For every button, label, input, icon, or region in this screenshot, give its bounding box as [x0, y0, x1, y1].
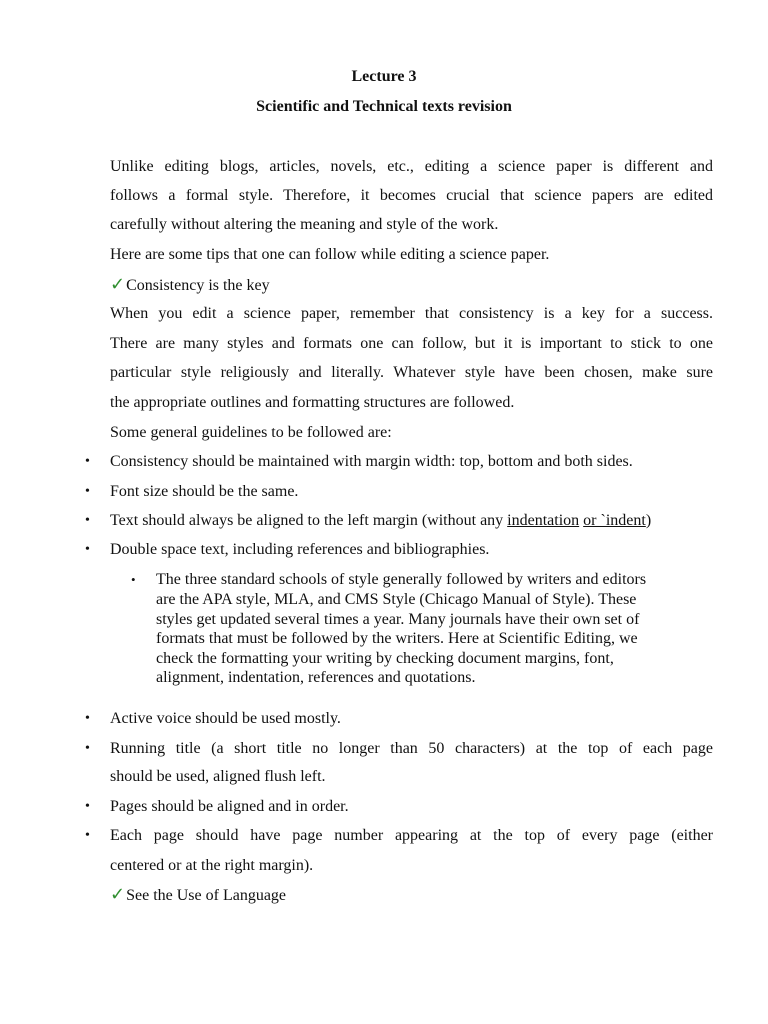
- bullet-item: Font size should be the same.: [110, 483, 299, 500]
- section1-line: There are many styles and formats one can follow, but it is important to stick to one: [110, 335, 713, 352]
- bullet-icon: •: [85, 711, 90, 726]
- bullet-item: Pages should be aligned and in order.: [110, 798, 349, 815]
- bullet-item: Double space text, including references and bibliographies.: [110, 541, 490, 558]
- intro-line: carefully without altering the meaning and style of the work.: [110, 216, 499, 233]
- bullet-item: Active voice should be used mostly.: [110, 710, 341, 727]
- sub-bullet-line: formats that must be followed by the writers. Here at Scientific Editing, we: [156, 630, 638, 647]
- indent-link[interactable]: or `indent: [583, 512, 646, 529]
- bullet-icon: •: [85, 542, 90, 557]
- sub-bullet-icon: •: [131, 572, 136, 587]
- sub-bullet-line: alignment, indentation, references and quotations.: [156, 669, 476, 686]
- bullet-item-cont: centered or at the right margin).: [110, 857, 314, 874]
- tips-intro: Here are some tips that one can follow while editing a science paper.: [110, 246, 550, 263]
- section-heading-label: Consistency is the key: [126, 277, 270, 294]
- section-heading-label: See the Use of Language: [126, 887, 287, 904]
- intro-line: follows a formal style. Therefore, it becomes crucial that science papers are edited: [110, 187, 713, 204]
- bullet-text-end: ): [645, 512, 652, 529]
- sub-bullet-line: The three standard schools of style generally followed by writers and editors: [156, 571, 647, 588]
- bullet-icon: •: [85, 513, 90, 528]
- checkmark-icon: ✓: [110, 884, 126, 905]
- bullet-icon: •: [85, 484, 90, 499]
- indentation-link[interactable]: indentation: [507, 512, 580, 529]
- checkmark-icon: ✓: [110, 274, 126, 295]
- section-heading-language: [110, 885, 713, 906]
- bullet-text: Text should always be aligned to the left margin (without any: [110, 512, 504, 529]
- section-heading-consistency: [110, 275, 713, 296]
- bullet-icon: •: [85, 454, 90, 469]
- section1-line: When you edit a science paper, remember that consistency is a key for a success.: [110, 305, 713, 322]
- sub-bullet-line: are the APA style, MLA, and CMS Style (Chicago Manual of Style). These: [156, 591, 637, 608]
- bullet-item-alignment: [110, 511, 713, 531]
- sub-bullet-line: check the formatting your writing by checking document margins, font,: [156, 650, 614, 667]
- guidelines-intro: Some general guidelines to be followed are:: [110, 424, 392, 441]
- bullet-item: Consistency should be maintained with margin width: top, bottom and both sides.: [110, 453, 633, 470]
- bullet-icon: •: [85, 741, 90, 756]
- bullet-icon: •: [85, 799, 90, 814]
- bullet-item-cont: should be used, aligned flush left.: [110, 768, 326, 785]
- lecture-title: Lecture 3: [351, 68, 417, 85]
- bullet-item: Running title (a short title no longer than 50 characters) at the top of each page: [110, 740, 713, 757]
- section1-line: particular style religiously and literally. Whatever style have been chosen, make sure: [110, 364, 713, 381]
- intro-line: Unlike editing blogs, articles, novels, etc., editing a science paper is different and: [110, 158, 713, 175]
- lecture-subtitle: Scientific and Technical texts revision: [256, 98, 512, 115]
- bullet-item: Each page should have page number appearing at the top of every page (either: [110, 827, 713, 844]
- bullet-icon: •: [85, 828, 90, 843]
- sub-bullet-line: styles get updated several times a year. Many journals have their own set of: [156, 611, 640, 628]
- section1-line: the appropriate outlines and formatting structures are followed.: [110, 394, 515, 411]
